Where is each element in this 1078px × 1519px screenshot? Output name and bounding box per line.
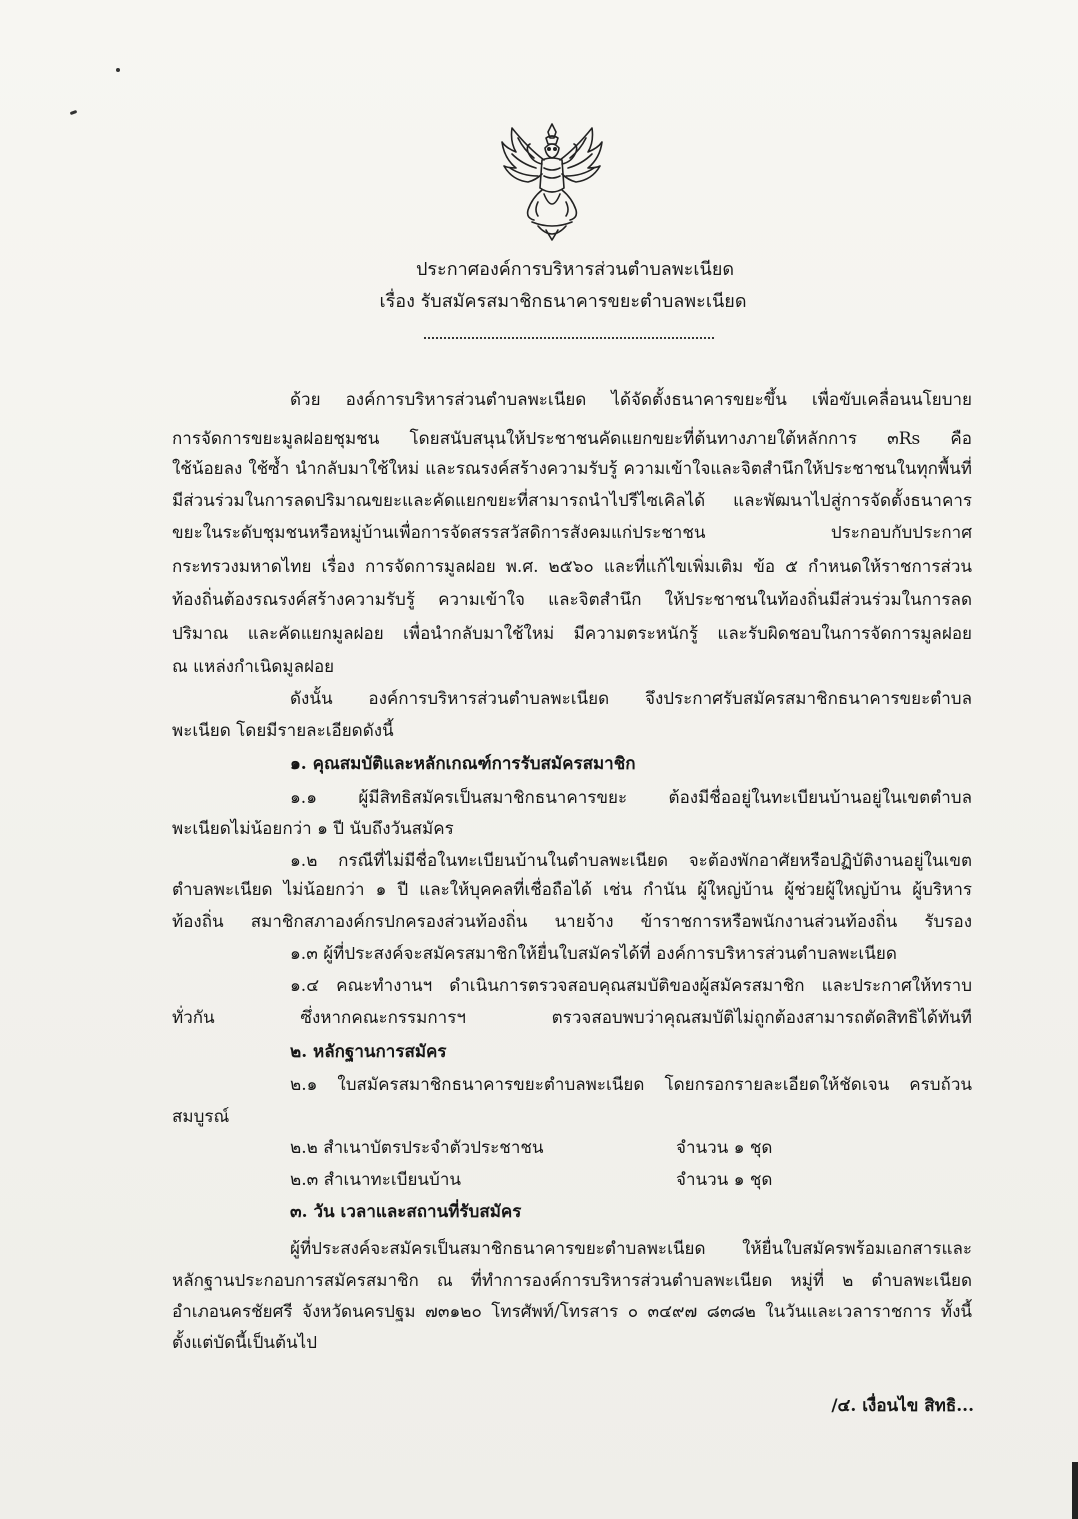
section-1-item: ๑.๔ คณะทำงานฯ ดำเนินการตรวจสอบคุณสมบัติของผู้สมัครสมาชิก และประกาศให้ทราบ: [290, 976, 972, 996]
document-quantity: จำนวน ๑ ชุด: [676, 1170, 773, 1190]
announce-line: ดังนั้น องค์การบริหารส่วนตำบลพะเนียด จึงประกาศรับสมัครสมาชิกธนาคารขยะตำบล: [290, 689, 972, 709]
page-subject: เรื่อง รับสมัครสมาชิกธนาคารขยะตำบลพะเนียด: [379, 291, 747, 312]
scan-speck: [70, 110, 78, 115]
section-1-item: ท้องถิ่น สมาชิกสภาองค์กรปกครองส่วนท้องถิ่น นายจ้าง ข้าราชการหรือพนักงานส่วนท้องถิ่น รับรอง: [172, 912, 972, 932]
document-list-item: [290, 1136, 544, 1160]
scan-edge-mark: [1072, 1462, 1078, 1519]
intro-line: ใช้น้อยลง ใช้ซ้ำ นำกลับมาใช้ใหม่ และรณรงค์สร้างความรับรู้ ความเข้าใจและจิตสำนึกให้ประชาชนในทุกพื้นที่: [172, 459, 972, 479]
page-title: ประกาศองค์การบริหารส่วนตำบลพะเนียด: [415, 259, 735, 280]
section-3-line: ผู้ที่ประสงค์จะสมัครเป็นสมาชิกธนาคารขยะตำบลพะเนียด ให้ยื่นใบสมัครพร้อมเอกสารและ: [290, 1239, 972, 1259]
section-2-heading: ๒. หลักฐานการสมัคร: [290, 1042, 447, 1062]
intro-line: ท้องถิ่นต้องรณรงค์สร้างความรับรู้ ความเข้าใจ และจิตสำนึก ให้ประชาชนในท้องถิ่นมีส่วนร่วมในการลด: [172, 590, 972, 610]
intro-line: การจัดการขยะมูลฝอยชุมชน โดยสนับสนุนให้ประชาชนคัดแยกขยะที่ต้นทางภายใต้หลักการ ๓Rs คือ: [172, 429, 972, 449]
document-name: ๒.๓ สำเนาทะเบียนบ้าน: [290, 1170, 462, 1190]
section-1-item: ๑.๑ ผู้มีสิทธิสมัครเป็นสมาชิกธนาคารขยะ ต้องมีชื่ออยู่ในทะเบียนบ้านอยู่ในเขตตำบล: [290, 788, 972, 808]
intro-line: ขยะในระดับชุมชนหรือหมู่บ้านเพื่อการจัดสรรสวัสดิการสังคมแก่ประชาชน ประกอบกับประกาศ: [172, 523, 972, 543]
section-1-item: ทั่วกัน ซึ่งหากคณะกรรมการฯ ตรวจสอบพบว่าคุณสมบัติไม่ถูกต้องสามารถตัดสิทธิได้ทันที: [172, 1008, 972, 1028]
section-3-heading: ๓. วัน เวลาและสถานที่รับสมัคร: [290, 1202, 522, 1222]
section-1-item: พะเนียดไม่น้อยกว่า ๑ ปี นับถึงวันสมัคร: [172, 819, 454, 839]
section-3-line: อำเภอนครชัยศรี จังหวัดนครปฐม ๗๓๑๒๐ โทรศัพท์/โทรสาร ๐ ๓๔๙๗ ๘๓๘๒ ในวันและเวลาราชการ ทั้งนี้: [172, 1302, 972, 1322]
section-1-item: ตำบลพะเนียด ไม่น้อยกว่า ๑ ปี และให้บุคคลที่เชื่อถือได้ เช่น กำนัน ผู้ใหญ่บ้าน ผู้ช่วยผู้ใหญ่บ้าน ผู้บริหาร: [172, 880, 972, 900]
section-3-line: หลักฐานประกอบการสมัครสมาชิก ณ ที่ทำการองค์การบริหารส่วนตำบลพะเนียด หมู่ที่ ๒ ตำบลพะเนียด: [172, 1271, 972, 1291]
intro-line: ณ แหล่งกำเนิดมูลฝอย: [172, 657, 335, 677]
intro-line: กระทรวงมหาดไทย เรื่อง การจัดการมูลฝอย พ.ศ. ๒๕๖๐ และที่แก้ไขเพิ่มเติม ข้อ ๕ กำหนดให้ราชการส่วน: [172, 557, 972, 577]
intro-line: ด้วย องค์การบริหารส่วนตำบลพะเนียด ได้จัดตั้งธนาคารขยะขึ้น เพื่อขับเคลื่อนนโยบาย: [290, 390, 972, 410]
dotted-separator: [424, 331, 714, 339]
section-1-heading: ๑. คุณสมบัติและหลักเกณฑ์การรับสมัครสมาชิก: [290, 754, 636, 774]
section-2-item: ๒.๑ ใบสมัครสมาชิกธนาคารขยะตำบลพะเนียด โดยกรอกรายละเอียดให้ชัดเจน ครบถ้วน: [290, 1075, 972, 1095]
document-name: ๒.๒ สำเนาบัตรประจำตัวประชาชน: [290, 1138, 544, 1158]
intro-line: ปริมาณ และคัดแยกมูลฝอย เพื่อนำกลับมาใช้ใหม่ มีความตระหนักรู้ และรับผิดชอบในการจัดการมูลฝอย: [172, 624, 972, 644]
document-quantity: จำนวน ๑ ชุด: [676, 1138, 773, 1158]
scan-speck: [116, 68, 120, 72]
section-1-item: ๑.๒ กรณีที่ไม่มีชื่อในทะเบียนบ้านในตำบลพะเนียด จะต้องพักอาศัยหรือปฏิบัติงานอยู่ในเขต: [290, 851, 972, 871]
garuda-emblem: [498, 118, 606, 244]
section-2-item: สมบูรณ์: [172, 1107, 230, 1127]
section-3-line: ตั้งแต่บัดนี้เป็นต้นไป: [172, 1333, 318, 1353]
announce-line: พะเนียด โดยมีรายละเอียดดังนี้: [172, 721, 394, 741]
section-1-item: ๑.๓ ผู้ที่ประสงค์จะสมัครสมาชิกให้ยื่นใบสมัครได้ที่ องค์การบริหารส่วนตำบลพะเนียด: [290, 944, 897, 964]
document-list-item: [290, 1168, 461, 1192]
intro-line: มีส่วนร่วมในการลดปริมาณขยะและคัดแยกขยะที่สามารถนำไปรีไซเคิลได้ และพัฒนาไปสู่การจัดตั้งธนาคาร: [172, 491, 972, 511]
page-continuation-ref: /๔. เงื่อนไข สิทธิ...: [831, 1396, 974, 1416]
